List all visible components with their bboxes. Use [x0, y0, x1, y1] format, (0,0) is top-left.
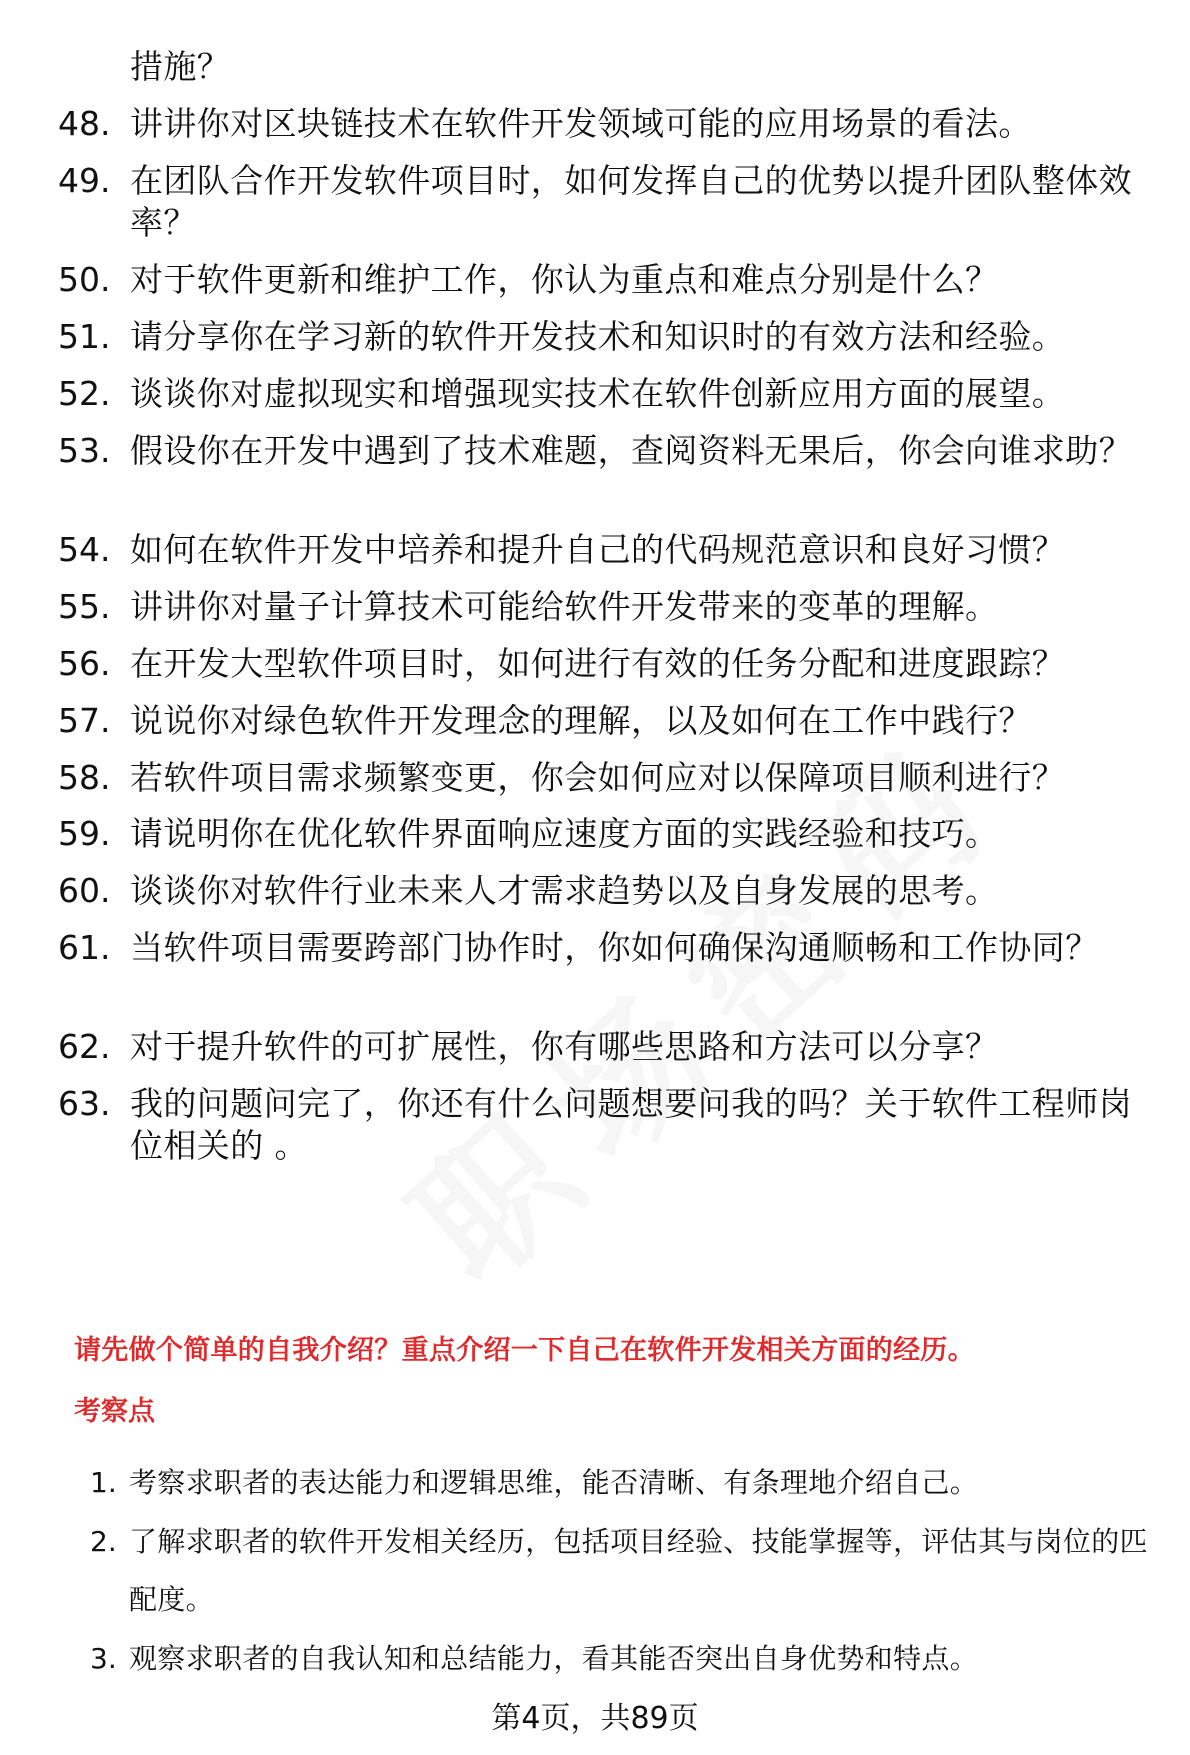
- item-text: 请分享你在学习新的软件开发技术和知识时的有效方法和经验。: [130, 317, 1066, 356]
- item-text: 谈谈你对软件行业未来人才需求趋势以及自身发展的思考。: [130, 871, 999, 910]
- item-text: 措施？: [130, 47, 231, 86]
- item-number: 55.: [58, 587, 111, 626]
- item-number: 49.: [58, 161, 111, 200]
- item-number: 2.: [90, 1525, 117, 1558]
- item-text: 说说你对绿色软件开发理念的理解，以及如何在工作中践行？: [130, 701, 1032, 740]
- item-text: 请说明你在优化软件界面响应速度方面的实践经验和技巧。: [130, 814, 999, 853]
- item-text: 讲讲你对量子计算技术可能给软件开发带来的变革的理解。: [130, 587, 999, 626]
- item-number: 51.: [58, 317, 111, 356]
- item-text: 对于提升软件的可扩展性，你有哪些思路和方法可以分享？: [130, 1027, 999, 1066]
- item-number: 48.: [58, 104, 111, 143]
- item-number: 62.: [58, 1027, 111, 1066]
- item-text: 如何在软件开发中培养和提升自己的代码规范意识和良好习惯？: [130, 530, 1066, 569]
- item-number: 63.: [58, 1084, 111, 1123]
- item-number: 56.: [58, 644, 111, 683]
- item-number: 3.: [90, 1642, 117, 1675]
- item-text: 我的问题问完了，你还有什么问题想要问我的吗？关于软件工程师岗位相关的 。: [130, 1084, 1132, 1165]
- item-text: 在团队合作开发软件项目时，如何发挥自己的优势以提升团队整体效率？: [130, 161, 1132, 242]
- item-number: 59.: [58, 814, 111, 853]
- item-text: 对于软件更新和维护工作，你认为重点和难点分别是什么？: [130, 260, 999, 299]
- question-heading: 请先做个简单的自我介绍？重点介绍一下自己在软件开发相关方面的经历。: [74, 1335, 975, 1366]
- item-number: 58.: [58, 758, 111, 797]
- item-number: 1.: [90, 1466, 117, 1499]
- item-number: 57.: [58, 701, 111, 740]
- item-text: 谈谈你对虚拟现实和增强现实技术在软件创新应用方面的展望。: [130, 374, 1066, 413]
- key-points-title: 考察点: [74, 1396, 155, 1427]
- item-text: 考察求职者的表达能力和逻辑思维，能否清晰、有条理地介绍自己。: [129, 1466, 979, 1499]
- item-text: 若软件项目需求频繁变更，你会如何应对以保障项目顺利进行？: [130, 758, 1066, 797]
- item-text: 讲讲你对区块链技术在软件开发领域可能的应用场景的看法。: [130, 104, 1032, 143]
- item-text: 假设你在开发中遇到了技术难题，查阅资料无果后，你会向谁求助？: [130, 431, 1132, 470]
- item-number: 52.: [58, 374, 111, 413]
- item-text: 观察求职者的自我认知和总结能力，看其能否突出自身优势和特点。: [129, 1642, 979, 1675]
- item-number: 60.: [58, 871, 111, 910]
- item-number: 50.: [58, 260, 111, 299]
- item-number: 53.: [58, 431, 111, 470]
- item-text: 在开发大型软件项目时，如何进行有效的任务分配和进度跟踪？: [130, 644, 1066, 683]
- item-number: 54.: [58, 530, 111, 569]
- page-number: 第4页，共89页: [491, 1701, 699, 1736]
- item-number: 61.: [58, 928, 111, 967]
- item-text: 当软件项目需要跨部门协作时，你如何确保沟通顺畅和工作协同？: [130, 928, 1099, 967]
- item-text: 了解求职者的软件开发相关经历，包括项目经验、技能掌握等，评估其与岗位的匹配度。: [129, 1525, 1148, 1616]
